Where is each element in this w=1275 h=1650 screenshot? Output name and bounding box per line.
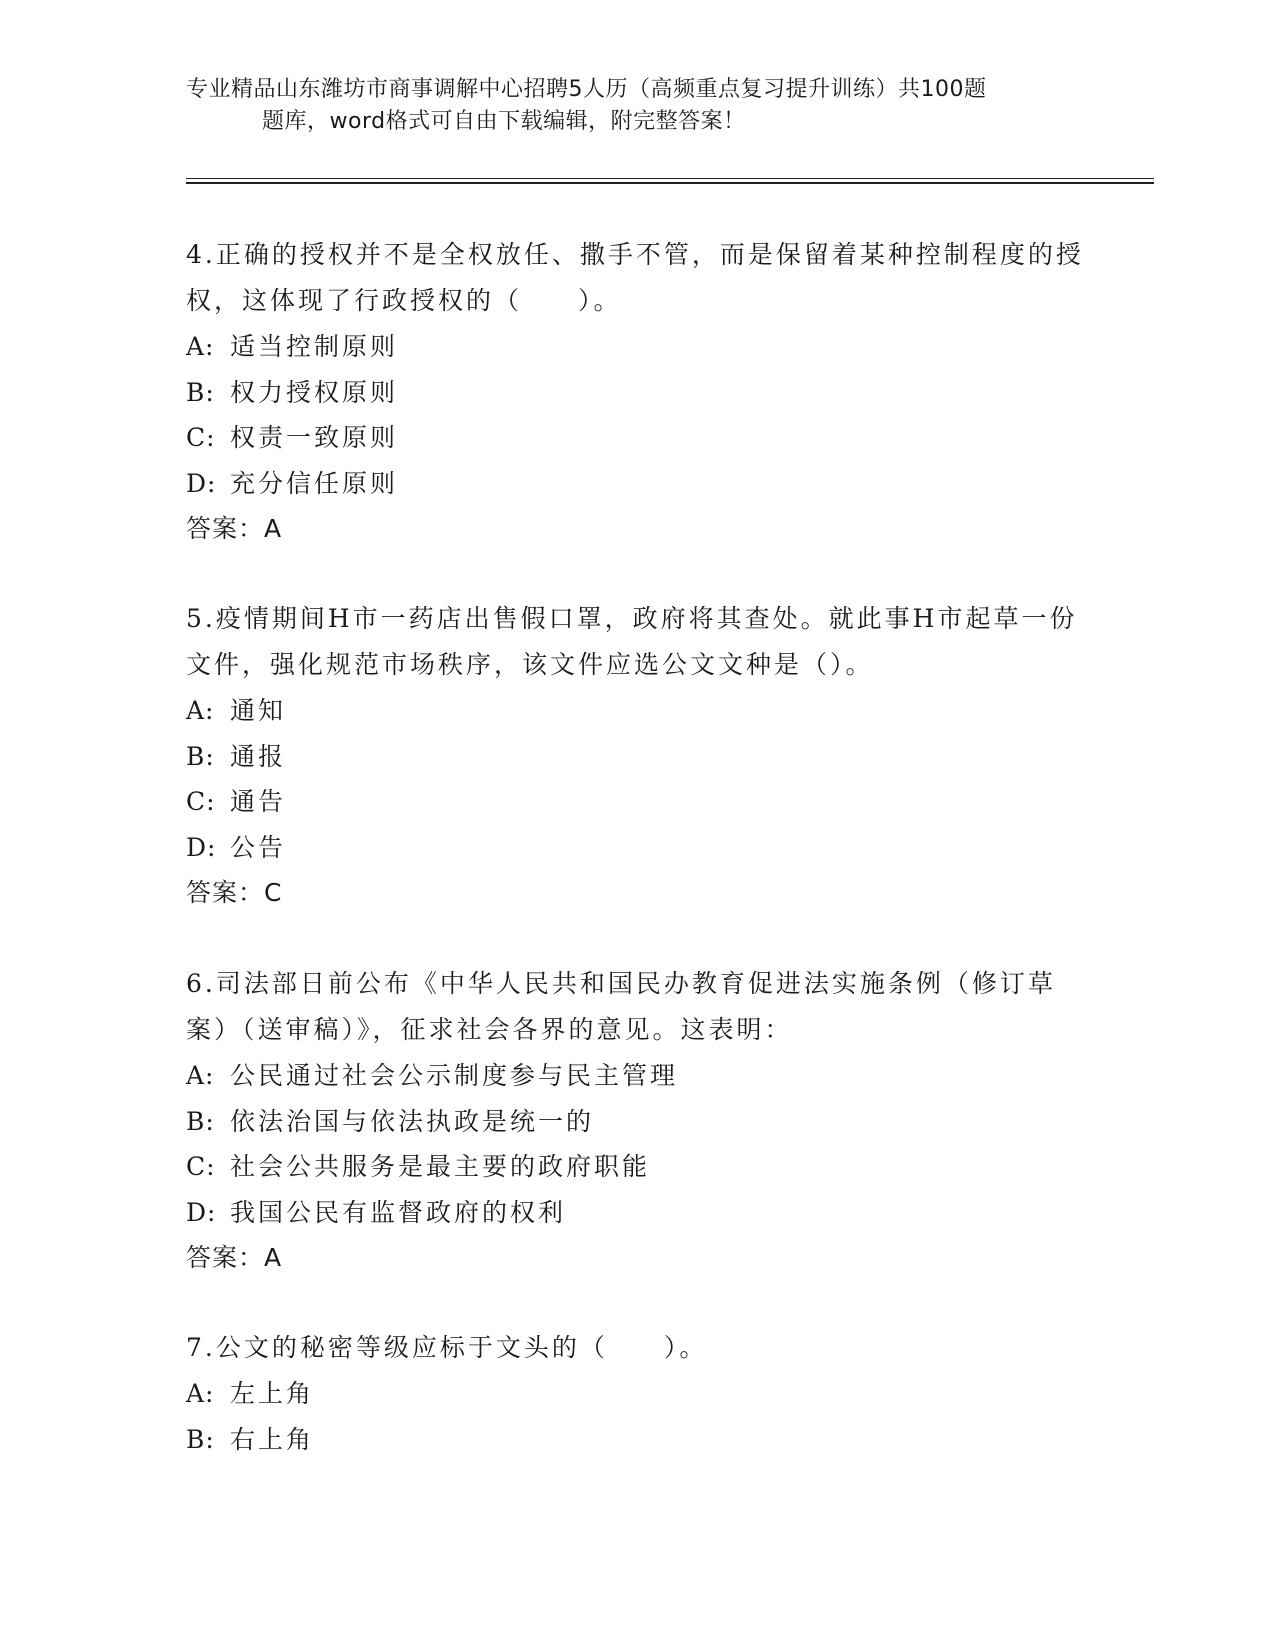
question-4 xyxy=(186,232,1086,552)
option-key: A: xyxy=(186,1379,215,1408)
answer-line: 答案：A xyxy=(186,514,283,543)
option-key: A: xyxy=(186,1061,215,1090)
option-text: 适当控制原则 xyxy=(230,332,399,361)
document-header xyxy=(186,74,1086,138)
option-key: A: xyxy=(186,696,215,725)
option-text: 左上角 xyxy=(230,1379,315,1408)
option-d xyxy=(186,825,1086,871)
option-text: 权力授权原则 xyxy=(230,377,399,407)
option-key: D: xyxy=(186,1197,217,1227)
option-text: 公告 xyxy=(230,832,287,862)
option-text: 依法治国与依法执政是统一的 xyxy=(230,1106,595,1136)
option-text: 右上角 xyxy=(230,1424,315,1454)
answer-line: 答案：C xyxy=(186,878,283,907)
header-title-line-1: 专业精品山东潍坊市商事调解中心招聘5人历（高频重点复习提升训练）共100题 xyxy=(186,77,987,102)
answer-line: 答案：A xyxy=(186,1243,283,1272)
option-text: 充分信任原则 xyxy=(230,468,399,498)
option-text: 权责一致原则 xyxy=(230,423,399,452)
option-key: B: xyxy=(186,1106,215,1136)
option-key: C: xyxy=(186,1152,216,1181)
option-b xyxy=(186,734,1086,780)
option-d xyxy=(186,461,1086,507)
question-stem: 4.正确的授权并不是全权放任、撒手不管，而是保留着某种控制程度的授权，这体现了行政授权的（ ）。 xyxy=(186,240,1084,315)
question-5 xyxy=(186,596,1086,916)
option-a xyxy=(186,1053,1086,1099)
header-divider-thick xyxy=(186,182,1154,184)
header-divider-thin xyxy=(186,178,1154,179)
option-key: D: xyxy=(186,832,217,862)
option-text: 通报 xyxy=(230,741,287,771)
question-stem: 6.司法部日前公布《中华人民共和国民办教育促进法实施条例（修订草案）（送审稿）》，征求社会各界的意见。这表明： xyxy=(186,969,1056,1044)
option-d xyxy=(186,1190,1086,1236)
question-stem: 7.公文的秘密等级应标于文头的（ ）。 xyxy=(186,1333,708,1362)
option-text: 社会公共服务是最主要的政府职能 xyxy=(230,1152,651,1181)
option-key: C: xyxy=(186,787,216,816)
option-key: B: xyxy=(186,1424,215,1454)
option-text: 我国公民有监督政府的权利 xyxy=(230,1197,567,1227)
question-6 xyxy=(186,961,1086,1281)
option-key: A: xyxy=(186,332,215,361)
option-text: 通告 xyxy=(230,787,287,816)
option-key: C: xyxy=(186,423,216,452)
question-stem: 5.疫情期间H市一药店出售假口罩，政府将其查处。就此事H市起草一份文件，强化规范市场秩序，该文件应选公文文种是（）。 xyxy=(186,604,1078,679)
option-b xyxy=(186,370,1086,416)
question-7 xyxy=(186,1325,1086,1462)
option-key: B: xyxy=(186,741,215,771)
option-key: D: xyxy=(186,468,217,498)
option-b xyxy=(186,1099,1086,1145)
option-b xyxy=(186,1417,1086,1463)
option-c xyxy=(186,415,1086,461)
option-a xyxy=(186,688,1086,734)
option-a xyxy=(186,324,1086,370)
option-c xyxy=(186,779,1086,825)
option-text: 通知 xyxy=(230,696,287,725)
option-c xyxy=(186,1144,1086,1190)
option-key: B: xyxy=(186,377,215,407)
header-title-line-2: 题库，word格式可自由下载编辑，附完整答案！ xyxy=(262,109,746,134)
option-text: 公民通过社会公示制度参与民主管理 xyxy=(230,1061,679,1090)
option-a xyxy=(186,1371,1086,1417)
